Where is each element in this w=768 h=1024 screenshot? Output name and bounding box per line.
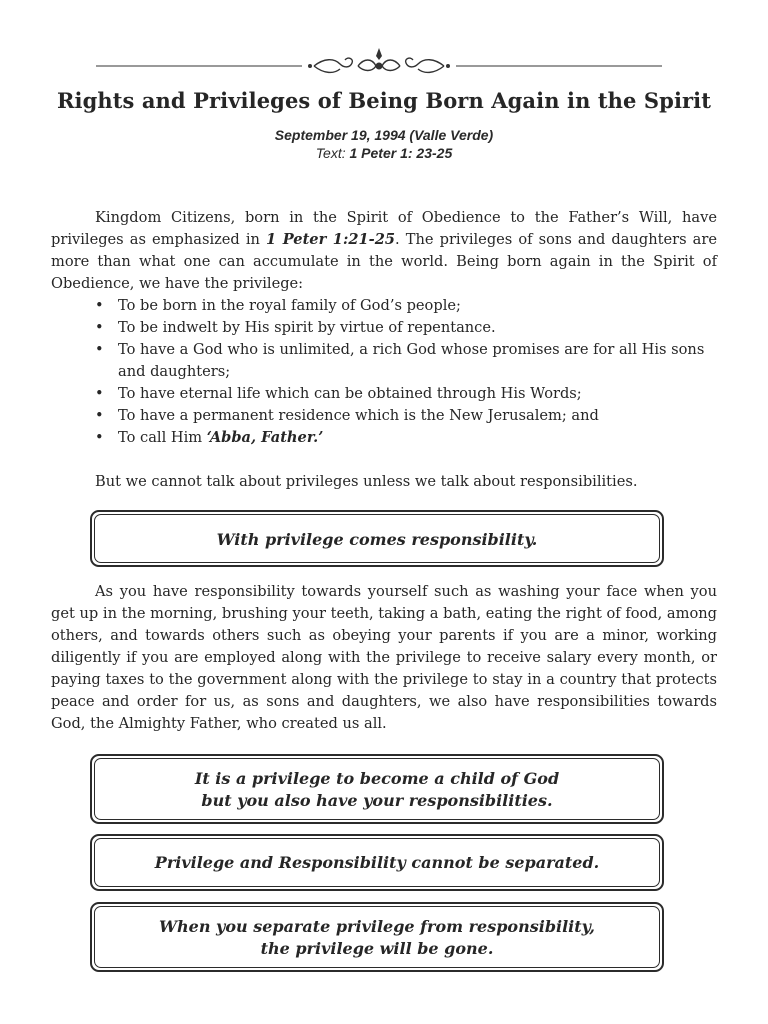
list-item: • To have a God who is unlimited, a rich God whose promises are for all His sons and daughters; (95, 341, 705, 380)
callout-text: It is a privilege to become a child of God but you also have your responsibilities. (194, 769, 560, 810)
responsibility-paragraph: As you have responsibility towards yourself such as washing your face when you get up in the morning, brushing your teeth, taking a bath, eating the right of food, among others, and towards others such as obeying your parents if you are a minor, working diligently if you are employed along with the privilege to receive salary every month, or paying taxes to the government along with the privilege to stay in a country that protects peace and order for us, as sons and daughters, we also have responsibilities towards God, the Almighty Father, who created us all. (51, 583, 717, 732)
page-title: Rights and Privileges of Being Born Again in the Spirit (56, 88, 712, 113)
bullet-icon: • (95, 407, 104, 424)
flourish-icon (96, 44, 662, 84)
list-item: • To be born in the royal family of God’s people; (95, 295, 720, 317)
list-item: • To call Him ‘Abba, Father.’ (95, 427, 720, 449)
list-item: • To have eternal life which can be obtained through His Words; (95, 383, 720, 405)
intro-part2: . The privileges of sons and daughters are more than what one can accumulate in the world. Being born again in the Spirit of Obedience, we have the privilege: (51, 231, 717, 292)
bullet-icon: • (95, 297, 104, 314)
callout-text: Privilege and Responsibility cannot be separated. (154, 853, 600, 872)
header-ornament (96, 44, 662, 84)
text-reference: 1 Peter 1: 23-25 (349, 145, 453, 161)
callout-box-1 (90, 510, 664, 567)
privileges-list (95, 295, 720, 449)
callout-text: When you separate privilege from responsibility, the privilege will be gone. (159, 917, 595, 958)
abba-father-emphasis: ‘Abba, Father.’ (206, 429, 324, 446)
intro-part1: Kingdom Citizens, born in the Spirit of Obedience to the Father’s Will, have privileges as emphasized in (51, 209, 717, 248)
callout-box-2 (90, 754, 664, 824)
bullet-icon: • (95, 429, 104, 446)
callout-box-3 (90, 834, 664, 891)
bullet-icon: • (95, 385, 104, 402)
bullet-icon: • (95, 319, 104, 336)
intro-paragraph (51, 207, 717, 295)
callout-text: With privilege comes responsibility. (216, 530, 538, 549)
text-label: Text: (315, 145, 346, 161)
list-item: • To have a permanent residence which is the New Jerusalem; and (95, 405, 720, 427)
transition-sentence: But we cannot talk about privileges unless we talk about responsibilities. (95, 473, 638, 490)
intro-scripture-ref: 1 Peter 1:21-25 (266, 231, 396, 248)
scripture-text-line (0, 145, 768, 162)
callout-box-4 (90, 902, 664, 972)
bullet-icon: • (95, 341, 104, 358)
sermon-dateline: September 19, 1994 (Valle Verde) (274, 127, 494, 143)
list-item: • To be indwelt by His spirit by virtue of repentance. (95, 317, 720, 339)
